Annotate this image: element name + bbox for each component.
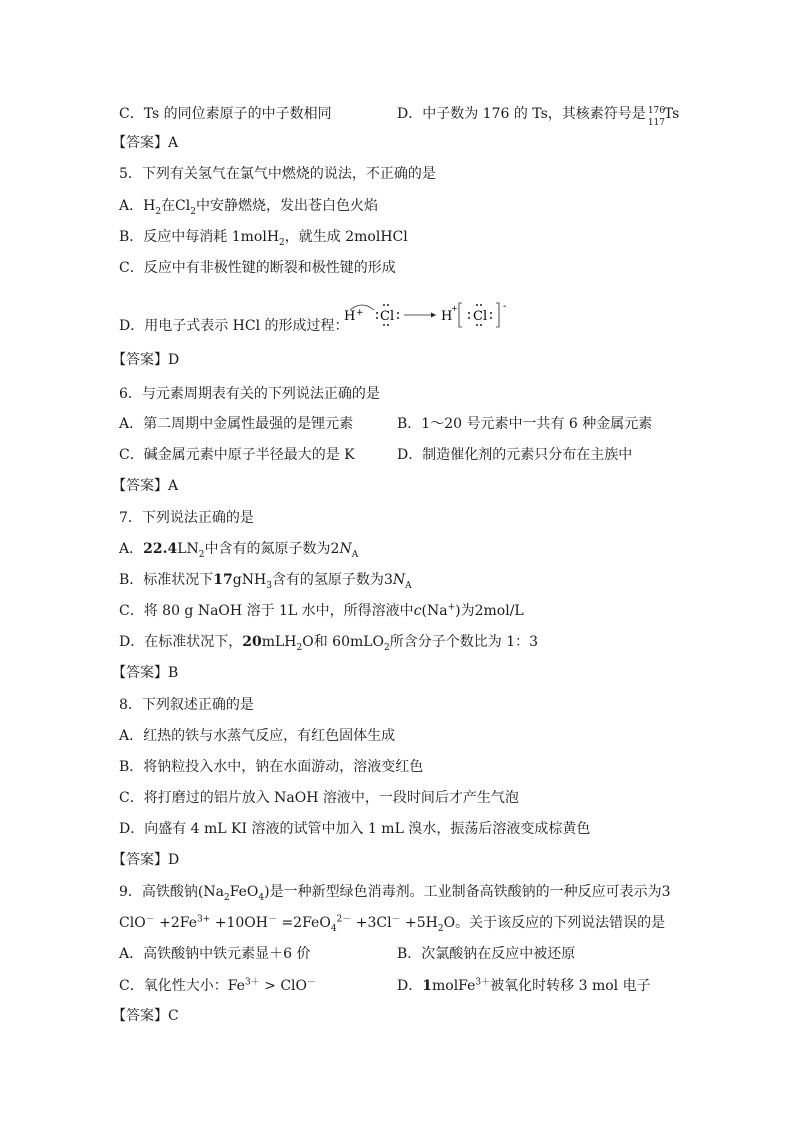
q4-option-c: C．Ts 的同位素原子的中子数相同: [119, 106, 332, 122]
q7-option-a: A．$22.4LN_2$中含有的氮原子数为$2N_A$: [119, 541, 359, 560]
q5-option-a: A．$H_2$在$Cl_2$中安静燃烧，发出苍白色火焰: [119, 198, 378, 217]
q7-option-b: B．标准状况下17gNH$_3$含有的氢原子数为$3N_A$: [119, 572, 412, 591]
q7-stem: 7．下列说法正确的是: [119, 510, 254, 526]
formula-cl-left: Cl: [380, 309, 395, 324]
q9-option-a: A．高铁酸钠中铁元素显＋6 价: [119, 946, 311, 962]
q8-answer: 【答案】D: [112, 852, 180, 868]
q5-option-b: B．反应中每消耗 1molH$_2$，就生成 2molHCl: [119, 229, 408, 248]
q7-option-d: D．在标准状况下，20mLH$_2$O和 60mLO$_2$所含分子个数比为 1：3: [119, 634, 539, 653]
formula-h-dot: +: [356, 308, 364, 318]
nuclide-symbol: 176 117: [647, 106, 665, 128]
q6-option-a: A．第二周期中金属性最强的是锂元素: [119, 416, 354, 432]
formula-h-right: H: [441, 309, 453, 324]
q5-option-d: D．用电子式表示 HCl 的形成过程：: [119, 318, 349, 334]
q9-option-d: D．1molFe$^{3+}$被氧化时转移 3 mol 电子: [397, 977, 651, 994]
svg-text:+: +: [451, 304, 458, 313]
q8-option-c: C．将打磨过的铝片放入 NaOH 溶液中，一段时间后才产生气泡: [119, 790, 519, 806]
q5-stem: 5．下列有关氢气在氯气中燃烧的说法，不正确的是: [119, 166, 436, 182]
q6-option-c: C．碱金属元素中原子半径最大的是 K: [119, 447, 355, 463]
q9-stem-line1: 9．高铁酸钠$(Na_2FeO_4)$是一种新型绿色消毒剂。工业制备高铁酸钠的一种反应可表示为3: [119, 884, 671, 903]
q4-answer: 【答案】A: [112, 135, 179, 151]
q6-option-d: D．制造催化剂的元素只分布在主族中: [397, 447, 633, 463]
formula-minus: -: [503, 301, 507, 312]
q8-option-b: B．将钠粒投入水中，钠在水面游动，溶液变红色: [119, 759, 424, 775]
hcl-electron-formula: [340, 298, 520, 334]
q4-option-d: D．中子数为 176 的 Ts，其核素符号是 176 117 Ts: [397, 106, 680, 128]
q9-stem-line2: $ClO^- +2Fe^{3+} +10OH^- =2FeO_4^{2-} +3Cl^- +5H_2O$。关于该反应的下列说法错误的是: [119, 914, 666, 934]
formula-h-left: H: [344, 309, 356, 324]
q8-option-a: A．红热的铁与水蒸气反应，有红色固体生成: [119, 728, 396, 744]
q9-answer: 【答案】C: [112, 1008, 179, 1024]
q7-option-c: C．将 80 g NaOH 溶于 1L 水中，所得溶液中c(Na+)为2mol/L: [119, 602, 524, 619]
formula-cl-right: Cl: [473, 309, 488, 324]
q7-answer: 【答案】B: [112, 665, 179, 681]
q6-answer: 【答案】A: [112, 478, 179, 494]
q8-stem: 8．下列叙述正确的是: [119, 697, 254, 713]
q9-option-c: C．氧化性大小：$Fe^{3+} > ClO^-$: [119, 977, 317, 994]
q6-option-b: B．1～20 号元素中一共有 6 种金属元素: [397, 416, 653, 432]
q8-option-d: D．向盛有 4 mL KI 溶液的试管中加入 1 mL 溴水，振荡后溶液变成棕黄色: [119, 821, 591, 837]
q9-option-b: B．次氯酸钠在反应中被还原: [397, 946, 576, 962]
q5-answer: 【答案】D: [112, 352, 180, 368]
q5-option-c: C．反应中有非极性键的断裂和极性键的形成: [119, 260, 396, 276]
q6-stem: 6．与元素周期表有关的下列说法正确的是: [119, 386, 380, 402]
